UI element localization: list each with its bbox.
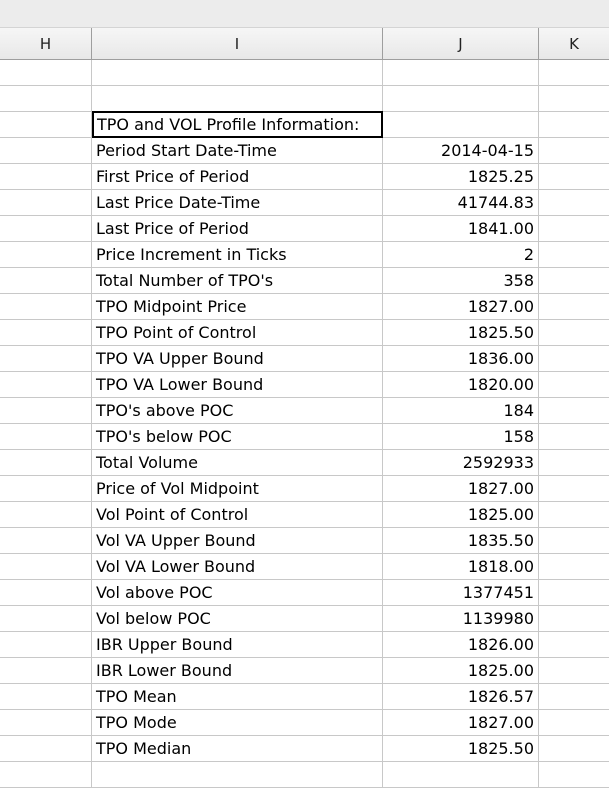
sheet-row — [0, 684, 609, 710]
row-label[interactable]: TPO's below POC — [92, 424, 383, 450]
cell-k[interactable] — [539, 476, 609, 502]
cell-k[interactable] — [539, 502, 609, 528]
row-value[interactable]: 1827.00 — [383, 294, 539, 320]
sheet-row — [0, 242, 609, 268]
column-header-h[interactable]: H — [0, 28, 92, 60]
row-value[interactable]: 1820.00 — [383, 372, 539, 398]
cell-k[interactable] — [539, 424, 609, 450]
sheet-row — [0, 216, 609, 242]
cell-k[interactable] — [539, 268, 609, 294]
cell-k[interactable] — [539, 216, 609, 242]
row-label[interactable]: Last Price of Period — [92, 216, 383, 242]
cell-h[interactable] — [0, 60, 92, 86]
row-value[interactable]: 2014-04-15 — [383, 138, 539, 164]
row-value[interactable]: 1825.50 — [383, 736, 539, 762]
row-label[interactable]: Total Number of TPO's — [92, 268, 383, 294]
row-value[interactable]: 2592933 — [383, 450, 539, 476]
row-label[interactable]: First Price of Period — [92, 164, 383, 190]
sheet-row — [0, 736, 609, 762]
row-value[interactable]: 1377451 — [383, 580, 539, 606]
cell-h[interactable] — [0, 528, 92, 554]
row-label[interactable]: TPO VA Lower Bound — [92, 372, 383, 398]
cell-k[interactable] — [539, 60, 609, 86]
row-label[interactable]: IBR Lower Bound — [92, 658, 383, 684]
cell-h[interactable] — [0, 658, 92, 684]
profile-title-cell[interactable]: TPO and VOL Profile Information: — [92, 111, 383, 138]
row-label[interactable]: Last Price Date-Time — [92, 190, 383, 216]
cell-k[interactable] — [539, 736, 609, 762]
row-value[interactable]: 1825.25 — [383, 164, 539, 190]
cell-h[interactable] — [0, 112, 92, 138]
cell-k[interactable] — [539, 710, 609, 736]
row-label[interactable]: Price of Vol Midpoint — [92, 476, 383, 502]
cell-h[interactable] — [0, 346, 92, 372]
row-label[interactable]: Vol VA Upper Bound — [92, 528, 383, 554]
row-label[interactable]: TPO Mean — [92, 684, 383, 710]
sheet-row — [0, 60, 609, 86]
cell-h[interactable] — [0, 502, 92, 528]
sheet-row — [0, 710, 609, 736]
row-value[interactable]: 1825.00 — [383, 502, 539, 528]
cell-k[interactable] — [539, 86, 609, 112]
sheet-row — [0, 164, 609, 190]
row-label[interactable]: Vol VA Lower Bound — [92, 554, 383, 580]
cell-h[interactable] — [0, 710, 92, 736]
sheet-row — [0, 398, 609, 424]
row-value[interactable]: 358 — [383, 268, 539, 294]
row-value[interactable]: 184 — [383, 398, 539, 424]
cell-k[interactable] — [539, 242, 609, 268]
row-value[interactable]: 1836.00 — [383, 346, 539, 372]
toolbar-strip — [0, 0, 609, 28]
cell-h[interactable] — [0, 476, 92, 502]
sheet-row — [0, 190, 609, 216]
cell-k[interactable] — [539, 658, 609, 684]
cell-h[interactable] — [0, 242, 92, 268]
row-label[interactable]: TPO Point of Control — [92, 320, 383, 346]
row-value[interactable]: 1827.00 — [383, 476, 539, 502]
row-label[interactable]: IBR Upper Bound — [92, 632, 383, 658]
row-label[interactable]: TPO VA Upper Bound — [92, 346, 383, 372]
sheet-row — [0, 424, 609, 450]
sheet-row — [0, 762, 609, 788]
cell-k[interactable] — [539, 554, 609, 580]
cell-k[interactable] — [539, 164, 609, 190]
row-value[interactable]: 2 — [383, 242, 539, 268]
sheet-row — [0, 528, 609, 554]
cell-h[interactable] — [0, 294, 92, 320]
row-value[interactable]: 1826.00 — [383, 632, 539, 658]
cell-h[interactable] — [0, 762, 92, 788]
cell-k[interactable] — [539, 320, 609, 346]
sheet-row — [0, 606, 609, 632]
row-label[interactable]: TPO Mode — [92, 710, 383, 736]
cell-k[interactable] — [539, 346, 609, 372]
sheet-row — [0, 268, 609, 294]
cell-h[interactable] — [0, 684, 92, 710]
cell-h[interactable] — [0, 216, 92, 242]
sheet-row — [0, 294, 609, 320]
row-label[interactable]: Total Volume — [92, 450, 383, 476]
column-header-k[interactable]: K — [569, 35, 579, 53]
cell-k[interactable] — [539, 372, 609, 398]
row-value[interactable]: 1825.50 — [383, 320, 539, 346]
sheet-row — [0, 138, 609, 164]
cell-h[interactable] — [0, 398, 92, 424]
cell-k[interactable] — [539, 138, 609, 164]
row-label[interactable]: Period Start Date-Time — [92, 138, 383, 164]
cell-j[interactable] — [383, 762, 539, 788]
cell-i[interactable] — [92, 86, 383, 112]
sheet-row — [0, 86, 609, 112]
row-label[interactable]: Vol above POC — [92, 580, 383, 606]
sheet-row — [0, 580, 609, 606]
row-label[interactable]: Price Increment in Ticks — [92, 242, 383, 268]
cell-h[interactable] — [0, 320, 92, 346]
row-value[interactable]: 1825.00 — [383, 658, 539, 684]
row-value[interactable]: 1827.00 — [383, 710, 539, 736]
row-value[interactable]: 41744.83 — [383, 190, 539, 216]
cell-h[interactable] — [0, 736, 92, 762]
cell-k[interactable] — [539, 528, 609, 554]
row-label[interactable]: TPO Midpoint Price — [92, 294, 383, 320]
cell-h[interactable] — [0, 450, 92, 476]
cell-k[interactable] — [539, 190, 609, 216]
cell-h[interactable] — [0, 86, 92, 112]
cell-h[interactable] — [0, 580, 92, 606]
cell-j[interactable] — [383, 60, 539, 86]
cell-i[interactable] — [92, 60, 383, 86]
cell-j[interactable] — [383, 86, 539, 112]
spreadsheet — [0, 28, 609, 792]
cell-k[interactable] — [539, 450, 609, 476]
row-label[interactable]: TPO's above POC — [92, 398, 383, 424]
sheet-row — [0, 346, 609, 372]
cell-k[interactable] — [539, 398, 609, 424]
sheet-row — [0, 554, 609, 580]
row-value[interactable]: 1139980 — [383, 606, 539, 632]
cell-h[interactable] — [0, 606, 92, 632]
sheet-row — [0, 476, 609, 502]
cell-h[interactable] — [0, 268, 92, 294]
column-header-row — [0, 28, 609, 60]
row-value[interactable]: 1841.00 — [383, 216, 539, 242]
cell-k[interactable] — [539, 112, 609, 138]
cell-h[interactable] — [0, 372, 92, 398]
cell-h[interactable] — [0, 424, 92, 450]
sheet-row — [0, 450, 609, 476]
cell-k[interactable] — [539, 294, 609, 320]
sheet-row — [0, 502, 609, 528]
cell-k[interactable] — [539, 684, 609, 710]
cell-h[interactable] — [0, 554, 92, 580]
column-header-j[interactable]: J — [383, 28, 539, 60]
row-value[interactable]: 1826.57 — [383, 684, 539, 710]
row-value[interactable]: 1818.00 — [383, 554, 539, 580]
cell-h[interactable] — [0, 164, 92, 190]
cell-h[interactable] — [0, 138, 92, 164]
sheet-row — [0, 658, 609, 684]
cell-k[interactable] — [539, 580, 609, 606]
cell-k[interactable] — [539, 762, 609, 788]
sheet-row — [0, 372, 609, 398]
sheet-row — [0, 320, 609, 346]
cell-k[interactable] — [539, 632, 609, 658]
cell-h[interactable] — [0, 190, 92, 216]
row-value[interactable]: 158 — [383, 424, 539, 450]
row-value[interactable]: 1835.50 — [383, 528, 539, 554]
row-label[interactable]: Vol below POC — [92, 606, 383, 632]
cell-k[interactable] — [539, 606, 609, 632]
row-label[interactable]: Vol Point of Control — [92, 502, 383, 528]
cell-h[interactable] — [0, 632, 92, 658]
sheet-row — [0, 632, 609, 658]
column-header-i[interactable]: I — [92, 28, 383, 60]
row-label[interactable]: TPO Median — [92, 736, 383, 762]
cell-i[interactable] — [92, 762, 383, 788]
cell-j[interactable] — [383, 112, 539, 138]
